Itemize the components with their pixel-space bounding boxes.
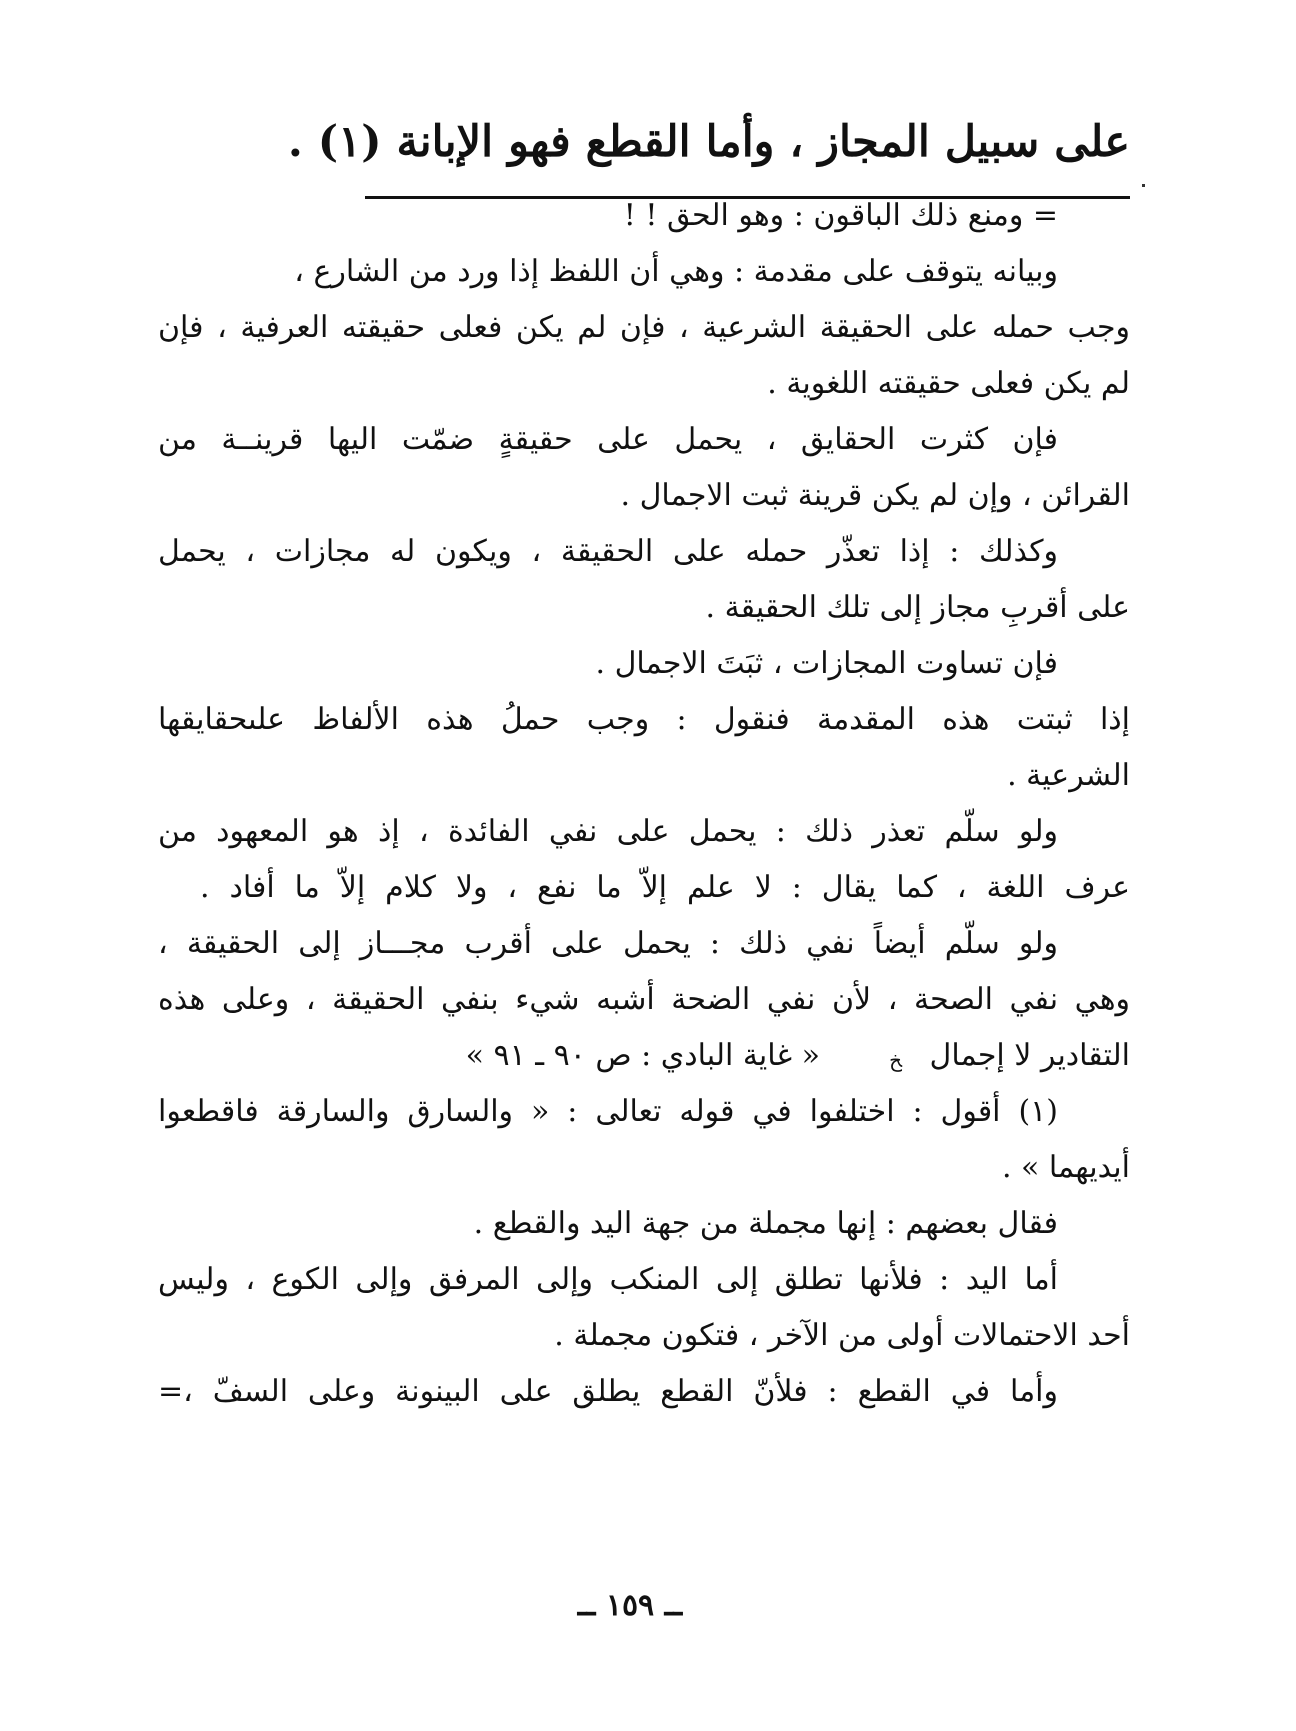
text-line-2: وبيانه يتوقف على مقدمة : وهي أن اللفظ إذا ورد من الشارع ، bbox=[294, 254, 1058, 289]
text-line-1: = ومنع ذلك الباقون : وهو الحق ! ! bbox=[623, 198, 1058, 233]
footnote-line-4: أما اليد : فلأنها تطلق إلى المنكب وإلى المرفق وإلى الكوع ، وليس bbox=[158, 1262, 1058, 1297]
text-line-16 bbox=[158, 1028, 1130, 1084]
text-line-12: ولو سلّم تعذر ذلك : يحمل على نفي الفائدة ، إذ هو المعهود من bbox=[158, 814, 1058, 849]
scan-speck bbox=[1142, 184, 1145, 187]
running-header: على سبيل المجاز ، وأما القطع فهو الإبانة (١) . bbox=[287, 117, 1130, 167]
text-line-6: القرائن ، وإن لم يكن قرينة ثبت الاجمال . bbox=[620, 478, 1130, 513]
footnote-line-3: فقال بعضهم : إنها مجملة من جهة اليد والقطع . bbox=[473, 1206, 1058, 1241]
text-line-7: وكذلك : إذا تعذّر حمله على الحقيقة ، ويكون له مجازات ، يحمل bbox=[158, 534, 1058, 569]
text-line-10: إذا ثبتت هذه المقدمة فنقول : وجب حملُ هذه الألفاظ علىحقايقها bbox=[158, 702, 1130, 737]
text-line-14: ولو سلّم أيضاً نفي ذلك : يحمل على أقرب مجـــاز إلى الحقيقة ، bbox=[158, 926, 1058, 961]
footnote-line-1: (١) أقول : اختلفوا في قوله تعالى : « والسارق والسارقة فاقطعوا bbox=[158, 1094, 1058, 1129]
text-line-9: فإن تساوت المجازات ، ثبَتَ الاجمال . bbox=[595, 646, 1058, 681]
text-line-11: الشرعية . bbox=[1007, 758, 1130, 793]
text-line-4: لم يكن فعلى حقيقته اللغوية . bbox=[767, 366, 1130, 401]
text-line-13: عرف اللغة ، كما يقال : لا علم إلاّ ما نفع ، ولا كلام إلاّ ما أفاد . bbox=[200, 870, 1130, 905]
footnote-line-5: أحد الاحتمالات أولى من الآخر ، فتكون مجملة . bbox=[554, 1318, 1130, 1353]
text-line-8: على أقربِ مجاز إلى تلك الحقيقة . bbox=[705, 590, 1130, 625]
footnote-line-6: وأما في القطع : فلأنّ القطع يطلق على البينونة وعلى السفّ ،= bbox=[158, 1374, 1058, 1409]
text-line-15: وهي نفي الصحة ، لأن نفي الضحة أشبه شيء بنفي الحقيقة ، وعلى هذه bbox=[158, 982, 1130, 1017]
text-line-16-main: التقادير لا إجمال bbox=[929, 1038, 1130, 1073]
citation: « غاية البادي : ص ٩٠ ـ ٩١ » bbox=[465, 1038, 820, 1073]
footnote-mark: ﺦ bbox=[889, 1048, 902, 1072]
text-line-5: فإن كثرت الحقايق ، يحمل على حقيقةٍ ضمّت اليها قرينــة من bbox=[158, 422, 1058, 457]
page-number: ــ ١٥٩ ــ bbox=[577, 1588, 683, 1623]
footnote-line-2: أيديهما » . bbox=[1001, 1150, 1130, 1185]
text-line-3: وجب حمله على الحقيقة الشرعية ، فإن لم يكن فعلى حقيقته العرفية ، فإن bbox=[158, 310, 1130, 345]
